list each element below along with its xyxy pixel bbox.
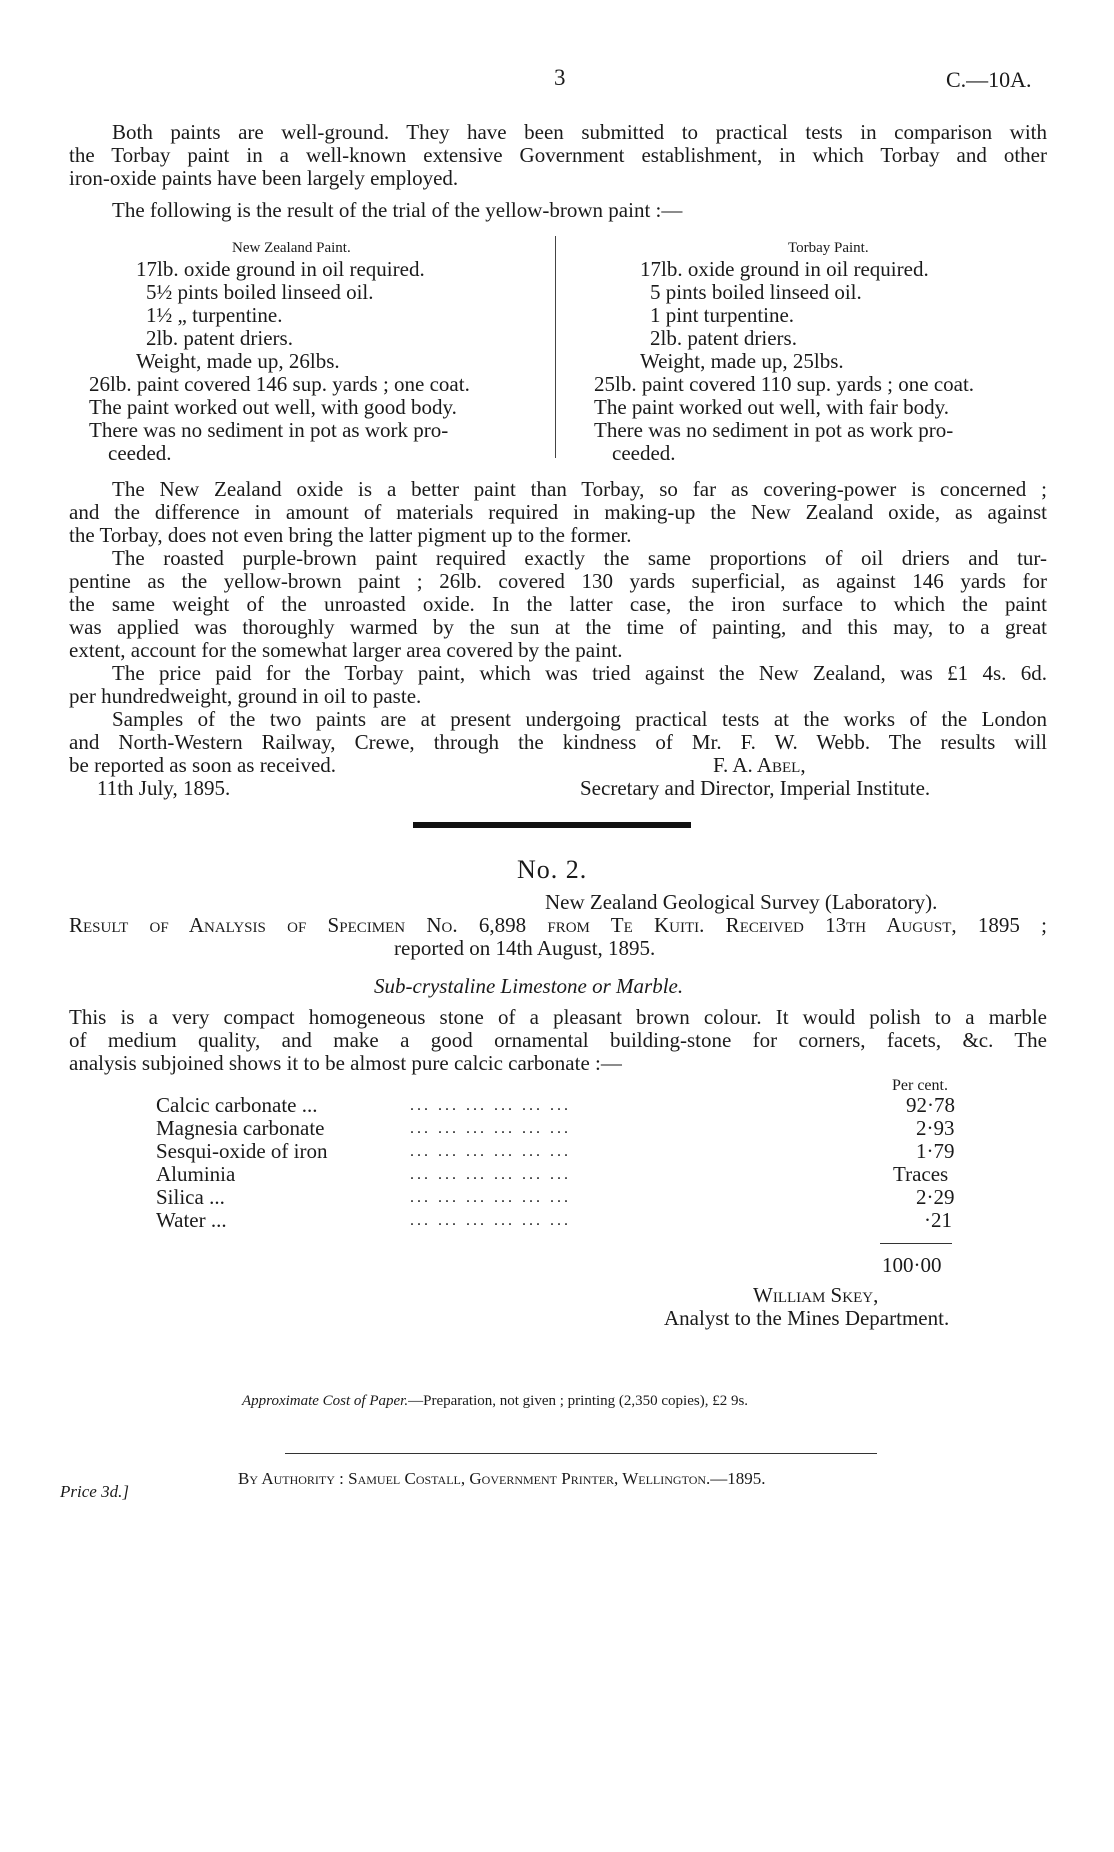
specimen-description-line: of medium quality, and make a good ornamental building-stone for corners, facets, &c. The (69, 1028, 1047, 1052)
torbay-line: Weight, made up, 25lbs. (640, 349, 844, 373)
nz-line: 1½ „ turpentine. (146, 303, 283, 327)
table-row-value: 92·78 (906, 1093, 955, 1117)
table-row-label: Silica ... (156, 1185, 225, 1209)
nz-line: Weight, made up, 26lbs. (136, 349, 340, 373)
table-row-label: Calcic carbonate ... (156, 1093, 318, 1117)
table-row-value: 1·79 (916, 1139, 955, 1163)
table-row-label: Sesqui-oxide of iron (156, 1139, 328, 1163)
torbay-line: There was no sediment in pot as work pro- (594, 418, 954, 442)
torbay-line: ceeded. (612, 441, 676, 465)
dot-leader: ... ... ... ... ... ... (410, 1097, 571, 1114)
printer-imprint: By Authority : Samuel Costall, Government Printer, Wellington.—1895. (238, 1469, 766, 1488)
intro-line-2: the Torbay paint in a well-known extensive Government establishment, in which Torbay and other (69, 143, 1047, 167)
analyst-name: William Skey, (753, 1283, 879, 1307)
page-number: 3 (554, 65, 566, 90)
footer-rule (285, 1453, 877, 1454)
specimen-description-line: This is a very compact homogeneous stone of a pleasant brown colour. It would polish to a marble (69, 1005, 1047, 1029)
body-text-line: extent, account for the somewhat larger area covered by the paint. (69, 638, 623, 662)
body-text-line: per hundredweight, ground in oil to paste. (69, 684, 422, 708)
nz-line: 2lb. patent driers. (146, 326, 293, 350)
dot-leader: ... ... ... ... ... ... (410, 1212, 571, 1229)
cost-note (242, 1390, 748, 1413)
torbay-line: The paint worked out well, with fair body. (594, 395, 949, 419)
body-text-line: The New Zealand oxide is a better paint than Torbay, so far as covering-power is concerned ; (112, 477, 1047, 501)
column-divider (555, 236, 556, 458)
letter-date: 11th July, 1895. (97, 776, 231, 800)
torbay-line: 1 pint turpentine. (650, 303, 795, 327)
table-row-label: Aluminia (156, 1162, 236, 1186)
nz-line: There was no sediment in pot as work pro- (89, 418, 449, 442)
body-text-line: the same weight of the unroasted oxide. In the latter case, the iron surface to which the paint (69, 592, 1047, 616)
body-text-line: The price paid for the Torbay paint, which was tried against the New Zealand, was £1 4s. 6d. (112, 661, 1047, 685)
torbay-paint-heading: Torbay Paint. (788, 240, 869, 256)
body-text-line: Samples of the two paints are at present undergoing practical tests at the works of the London (112, 707, 1047, 731)
reported-date: reported on 14th August, 1895. (394, 936, 656, 960)
total-rule (880, 1243, 952, 1244)
organisation-name: New Zealand Geological Survey (Laboratory). (545, 890, 938, 914)
specimen-description-line: analysis subjoined shows it to be almost pure calcic carbonate :— (69, 1051, 622, 1075)
table-row-value: 2·29 (916, 1185, 955, 1209)
trial-intro: The following is the result of the trial of the yellow-brown paint :— (112, 198, 683, 222)
section-divider-rule (413, 822, 691, 828)
body-text-line: the Torbay, does not even bring the latter pigment up to the former. (69, 523, 632, 547)
nz-line: 5½ pints boiled linseed oil. (146, 280, 374, 304)
torbay-line: 2lb. patent driers. (650, 326, 797, 350)
dot-leader: ... ... ... ... ... ... (410, 1120, 571, 1137)
torbay-line: 25lb. paint covered 110 sup. yards ; one coat. (594, 372, 975, 396)
table-row-label: Magnesia carbonate (156, 1116, 325, 1140)
nz-line: 17lb. oxide ground in oil required. (136, 257, 425, 281)
body-text-line: The roasted purple-brown paint required exactly the same proportions of oil driers and tur- (112, 546, 1047, 570)
intro-line-1: Both paints are well-ground. They have been submitted to practical tests in comparison with (112, 120, 1047, 144)
nz-line: The paint worked out well, with good body. (89, 395, 457, 419)
body-text-line: and the difference in amount of materials required in making-up the New Zealand oxide, as against (69, 500, 1047, 524)
table-row-value: ·21 (924, 1208, 952, 1232)
document-reference: C.—10A. (946, 67, 1032, 92)
nz-paint-heading: New Zealand Paint. (232, 240, 351, 256)
body-text-line: and North-Western Railway, Crewe, through the kindness of Mr. F. W. Webb. The results will (69, 730, 1047, 754)
analysis-result-line: Result of Analysis of Specimen No. 6,898 from Te Kuiti. Received 13th August, 1895 ; (69, 913, 1047, 937)
dot-leader: ... ... ... ... ... ... (410, 1189, 571, 1206)
nz-line: ceeded. (108, 441, 172, 465)
section-number: No. 2. (517, 855, 588, 884)
cost-note-text: —Preparation, not given ; printing (2,350 copies), £2 9s. (408, 1393, 749, 1409)
body-text-line: pentine as the yellow-brown paint ; 26lb. covered 130 yards superficial, as against 146 yards for (69, 569, 1047, 593)
signatory-name: F. A. Abel, (713, 753, 806, 777)
cost-note-label: Approximate Cost of Paper. (242, 1393, 409, 1409)
body-text-line: be reported as soon as received. (69, 753, 337, 777)
table-row-value: 2·93 (916, 1116, 955, 1140)
table-total: 100·00 (882, 1253, 942, 1277)
intro-line-3: iron-oxide paints have been largely employed. (69, 166, 459, 190)
table-row-label: Water ... (156, 1208, 227, 1232)
dot-leader: ... ... ... ... ... ... (410, 1166, 571, 1183)
dot-leader: ... ... ... ... ... ... (410, 1143, 571, 1160)
torbay-line: 5 pints boiled linseed oil. (650, 280, 862, 304)
torbay-line: 17lb. oxide ground in oil required. (640, 257, 929, 281)
per-cent-header: Per cent. (892, 1077, 948, 1094)
analyst-title: Analyst to the Mines Department. (664, 1306, 950, 1330)
body-text-line: was applied was thoroughly warmed by the sun at the time of painting, and this may, to a great (69, 615, 1047, 639)
price-label: Price 3d.] (60, 1482, 129, 1501)
nz-line: 26lb. paint covered 146 sup. yards ; one coat. (89, 372, 470, 396)
specimen-subtitle: Sub-crystaline Limestone or Marble. (374, 974, 684, 998)
table-row-value: Traces (893, 1162, 949, 1186)
signatory-title: Secretary and Director, Imperial Institute. (580, 776, 931, 800)
